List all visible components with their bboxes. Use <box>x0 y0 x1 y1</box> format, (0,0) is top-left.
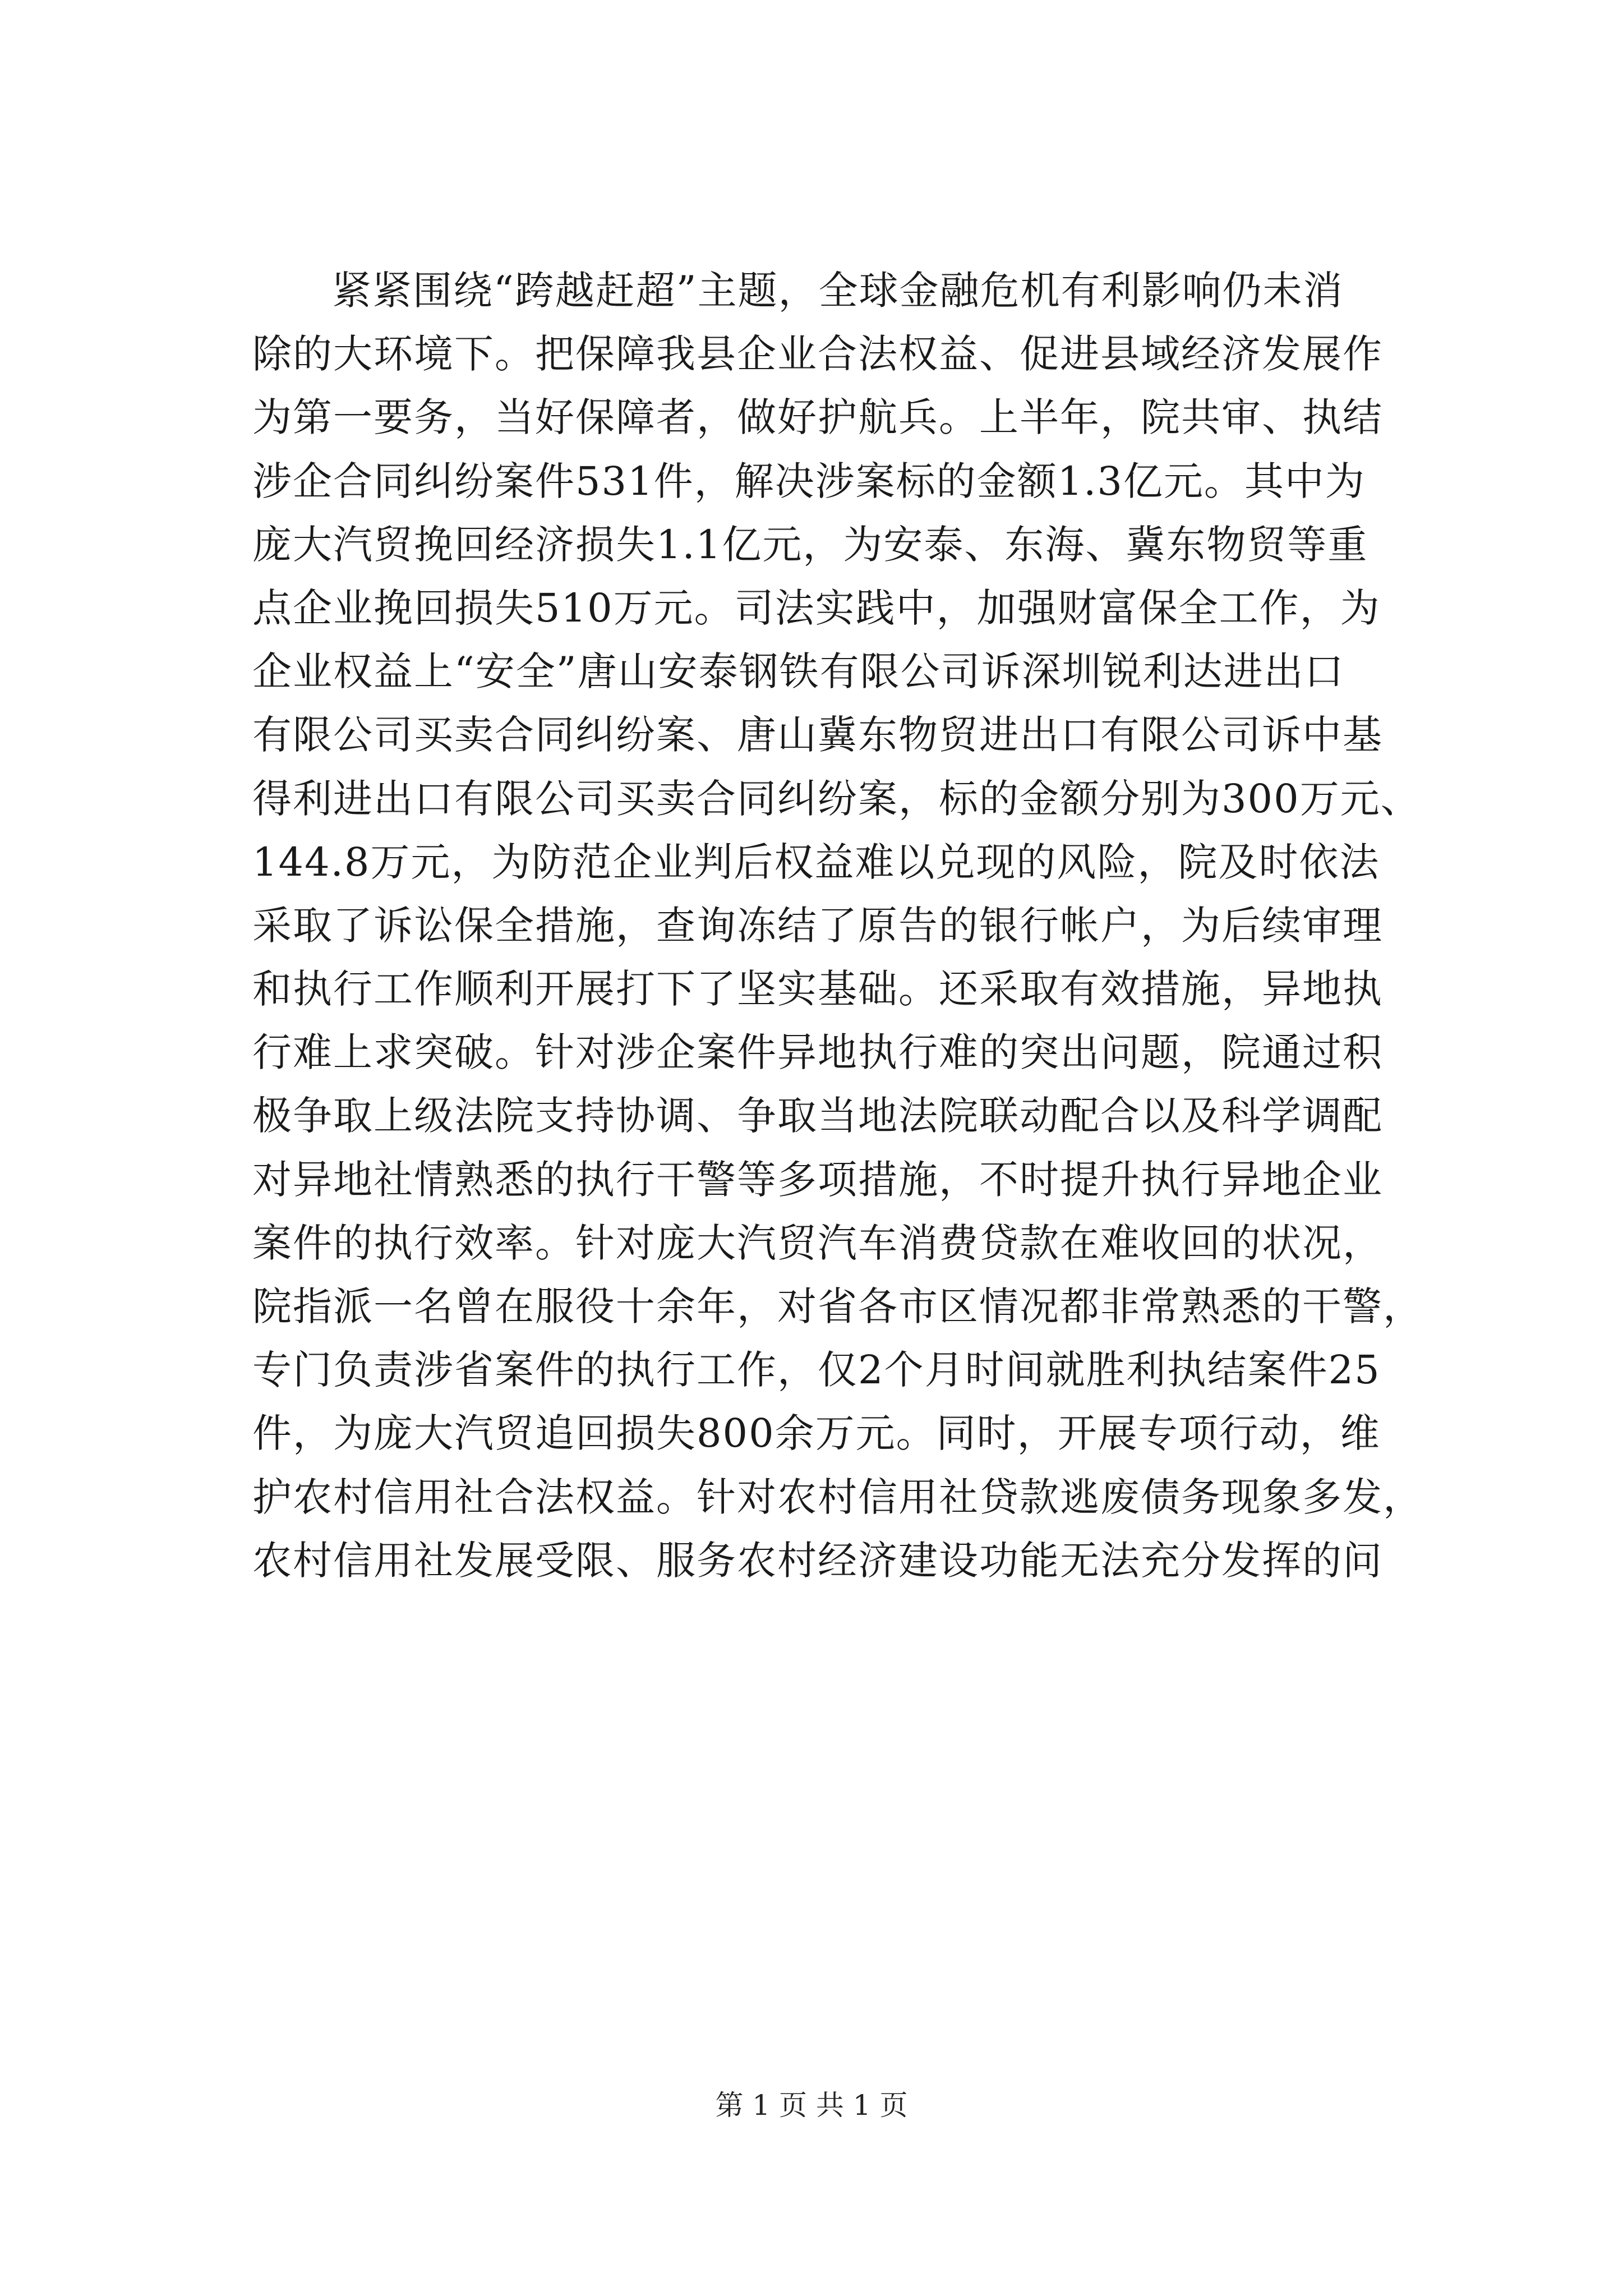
text-line: 为第一要务，当好保障者，做好护航兵。上半年，院共审、执结 <box>252 394 1383 441</box>
text-line: 对异地社情熟悉的执行干警等多项措施，不时提升执行异地企业 <box>252 1156 1383 1203</box>
text-line: 采取了诉讼保全措施，查询冻结了原告的银行帐户，为后续审理 <box>252 902 1383 949</box>
text-line: 农村信用社发展受限、服务农村经济建设功能无法充分发挥的问 <box>252 1537 1383 1584</box>
text-line: 和执行工作顺利开展打下了坚实基础。还采取有效措施，异地执 <box>252 966 1383 1013</box>
text-line: 专门负责涉省案件的执行工作，仅2个月时间就胜利执结案件25 <box>252 1347 1381 1393</box>
text-line: 144.8万元，为防范企业判后权益难以兑现的风险，院及时依法 <box>252 839 1380 885</box>
text-line: 有限公司买卖合同纠纷案、唐山冀东物贸进出口有限公司诉中基 <box>252 712 1383 758</box>
text-line: 紧紧围绕“跨越赶超”主题，全球金融危机有利影响仍未消 <box>332 268 1344 314</box>
text-line: 护农村信用社合法权益。针对农村信用社贷款逃废债务现象多发， <box>252 1474 1423 1520</box>
text-line: 件，为庞大汽贸追回损失800余万元。同时，开展专项行动，维 <box>252 1410 1381 1457</box>
text-line: 点企业挽回损失510万元。司法实践中，加强财富保全工作，为 <box>252 585 1381 631</box>
page-footer: 第 1 页 共 1 页 <box>715 2089 908 2122</box>
text-line: 除的大环境下。把保障我县企业合法权益、促进县域经济发展作 <box>252 331 1383 378</box>
text-line: 涉企合同纠纷案件531件，解决涉案标的金额1.3亿元。其中为 <box>252 458 1366 504</box>
text-line: 庞大汽贸挽回经济损失1.1亿元，为安泰、东海、冀东物贸等重 <box>252 521 1368 568</box>
text-line: 行难上求突破。针对涉企案件异地执行难的突出问题，院通过积 <box>252 1029 1383 1076</box>
text-line: 得利进出口有限公司买卖合同纠纷案，标的金额分别为300万元、 <box>252 775 1421 822</box>
text-line: 极争取上级法院支持协调、争取当地法院联动配合以及科学调配 <box>252 1093 1383 1139</box>
text-line: 案件的执行效率。针对庞大汽贸汽车消费贷款在难收回的状况， <box>252 1220 1383 1266</box>
text-line: 院指派一名曾在服役十余年，对省各市区情况都非常熟悉的干警， <box>252 1283 1423 1329</box>
body-paragraph <box>252 259 1423 1593</box>
text-line: 企业权益上“安全”唐山安泰钢铁有限公司诉深圳锐利达进出口 <box>252 648 1345 695</box>
